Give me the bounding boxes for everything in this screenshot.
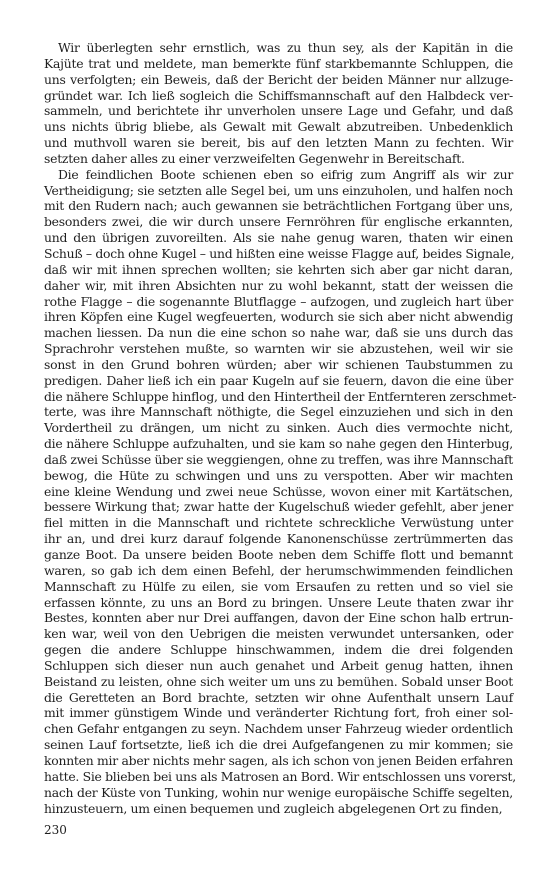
- text-line: die Geretteten an Bord brachte, setzten wir ohne Aufenthalt unsern Lauf: [44, 689, 513, 705]
- text-line: predigen. Daher ließ ich ein paar Kugeln auf sie feuern, davon die eine über: [44, 372, 513, 388]
- paragraph-text: [44, 40, 513, 167]
- text-line: Vertheidigung; sie setzten alle Segel bei, um uns einzuholen, und halfen noch: [44, 182, 513, 198]
- text-line: ganze Boot. Da unsere beiden Boote neben dem Schiffe flott und bemannt: [44, 547, 513, 562]
- text-line: machen liessen. Da nun die eine schon so nahe war, daß sie uns durch das: [44, 325, 513, 341]
- text-line: bewog, die Hüte zu schwingen und uns zu verspotten. Aber wir machten: [44, 467, 513, 483]
- text-line: fiel mitten in die Mannschaft und richtete schreckliche Verwüstung unter: [44, 515, 513, 531]
- text-line: chen Gefahr entgangen zu seyn. Nachdem unser Fahrzeug wieder ordentlich: [44, 721, 513, 737]
- text-line: mit immer günstigem Winde und veränderter Richtung fort, froh einer sol-: [44, 705, 513, 721]
- text-line: die nähere Schluppe hinflog, und den Hintertheil der Entfernteren zerschmet-: [44, 388, 517, 404]
- text-line: uns nichts übrig bliebe, als Gewalt mit Gewalt abzutreiben. Unbedenklich: [44, 119, 513, 135]
- text-line: seinen Lauf fortsetzte, ließ ich die drei Aufgefangenen zu mir kommen; sie: [44, 737, 513, 753]
- text-line: Vordertheil zu drängen, um nicht zu sinken. Auch dies vermochte nicht,: [44, 420, 513, 436]
- text-line: bessere Wirkung that; zwar hatte der Kugelschuß wieder gefehlt, aber jener: [44, 499, 513, 515]
- text-line: Bestes, konnten aber nur Drei auffangen, davon der Eine schon halb ertrun-: [44, 610, 513, 626]
- text-line: ken war, weil von den Uebrigen die meisten verwundet untersanken, oder: [44, 626, 513, 642]
- text-line: erfassen könnte, zu uns an Bord zu bringen. Unsere Leute thaten zwar ihr: [44, 594, 513, 610]
- page-number: 230: [44, 823, 67, 837]
- text-line: und den übrigen zuvoreilten. Als sie nahe genug waren, thaten wir einen: [44, 230, 513, 246]
- text-line: ihr an, und drei kurz darauf folgende Kanonenschüsse zertrümmerten das: [44, 531, 513, 547]
- text-line: terte, was ihre Mannschaft nöthigte, die Segel einzuziehen und sich in den: [44, 404, 513, 420]
- text-line: daher wir, mit ihren Absichten nur zu wohl bekannt, statt der weissen die: [44, 277, 513, 293]
- text-line: Schluppen sich dieser nun auch genahet und Arbeit genug hatten, ihnen: [44, 657, 513, 673]
- text-line: uns verfolgten; ein Beweis, daß der Bericht der beiden Männer nur allzuge-: [44, 71, 513, 87]
- text-line: daß zwei Schüsse über sie weggiengen, ohne zu treffen, was ihre Mannschaft: [44, 451, 513, 467]
- text-line: mit den Rudern nach; auch gewannen sie beträchtlichen Fortgang über uns,: [44, 198, 513, 214]
- text-line: daß wir mit ihnen sprechen wollten; sie kehrten sich aber gar nicht daran,: [44, 261, 513, 277]
- paragraph-1: [44, 40, 513, 167]
- text-line: Wir überlegten sehr ernstlich, was zu thun sey, als der Kapitän in die: [58, 40, 513, 55]
- paragraph-text: [44, 166, 517, 817]
- text-line: Schuß – doch ohne Kugel – und hißten eine weisse Flagge auf, beides Signale,: [44, 245, 515, 261]
- text-line: nach der Küste von Tunking, wohin nur wenige europäische Schiffe segelten,: [44, 784, 513, 800]
- text-line: rothe Flagge – die sogenannte Blutflagge – aufzogen, und zugleich hart über: [44, 293, 513, 309]
- text-line: hinzusteuern, um einen bequemen und zugleich abgelegenen Ort zu finden,: [44, 800, 503, 816]
- text-line: eine kleine Wendung und zwei neue Schüsse, wovon einer mit Kartätschen,: [44, 483, 513, 499]
- text-line: Sprachrohr verstehen mußte, so warnten wir sie abzustehen, weil wir sie: [44, 341, 513, 357]
- text-line: besonders zwei, die wir durch unsere Fernröhren für englische erkannten,: [44, 214, 513, 230]
- body-text: [44, 40, 517, 816]
- text-line: Beistand zu leisten, ohne sich weiter um uns zu bemühen. Sobald unser Boot: [44, 673, 513, 689]
- text-line: gegen die andere Schluppe hinschwammen, indem die drei folgenden: [44, 642, 513, 658]
- text-line: konnten mir aber nichts mehr sagen, als ich schon von jenen Beiden erfahren: [44, 752, 513, 768]
- text-line: Die feindlichen Boote schienen eben so eifrig zum Angriff als wir zur: [58, 166, 513, 182]
- text-line: waren, so gab ich dem einen Befehl, der herumschwimmenden feindlichen: [44, 562, 513, 578]
- text-line: sonst in den Grund bohren würden; aber wir schienen Taubstummen zu: [44, 356, 513, 372]
- text-line: Mannschaft zu Hülfe zu eilen, sie vom Ersaufen zu retten und so viel sie: [44, 578, 513, 594]
- text-line: die nähere Schluppe aufzuhalten, und sie kam so nahe gegen den Hinterbug,: [44, 436, 513, 452]
- text-line: ihren Köpfen eine Kugel wegfeuerten, wodurch sie sich aber nicht abwendig: [44, 309, 513, 325]
- paragraph-2: [44, 166, 517, 817]
- text-line: hatte. Sie blieben bei uns als Matrosen an Bord. Wir entschlossen uns vorerst,: [44, 768, 516, 784]
- text-line: und muthvoll waren sie bereit, bis auf den letzten Mann zu fechten. Wir: [44, 135, 513, 151]
- text-line: setzten daher alles zu einer verzweifelten Gegenwehr in Bereitschaft.: [44, 150, 465, 166]
- text-line: gründet war. Ich ließ sogleich die Schiffsmannschaft auf den Halbdeck ver-: [44, 87, 513, 103]
- text-line: sammeln, und berichtete ihr unverholen unsere Lage und Gefahr, und daß: [44, 103, 513, 119]
- text-line: Kajüte trat und meldete, man bemerkte fünf starkbemannte Schluppen, die: [44, 55, 513, 71]
